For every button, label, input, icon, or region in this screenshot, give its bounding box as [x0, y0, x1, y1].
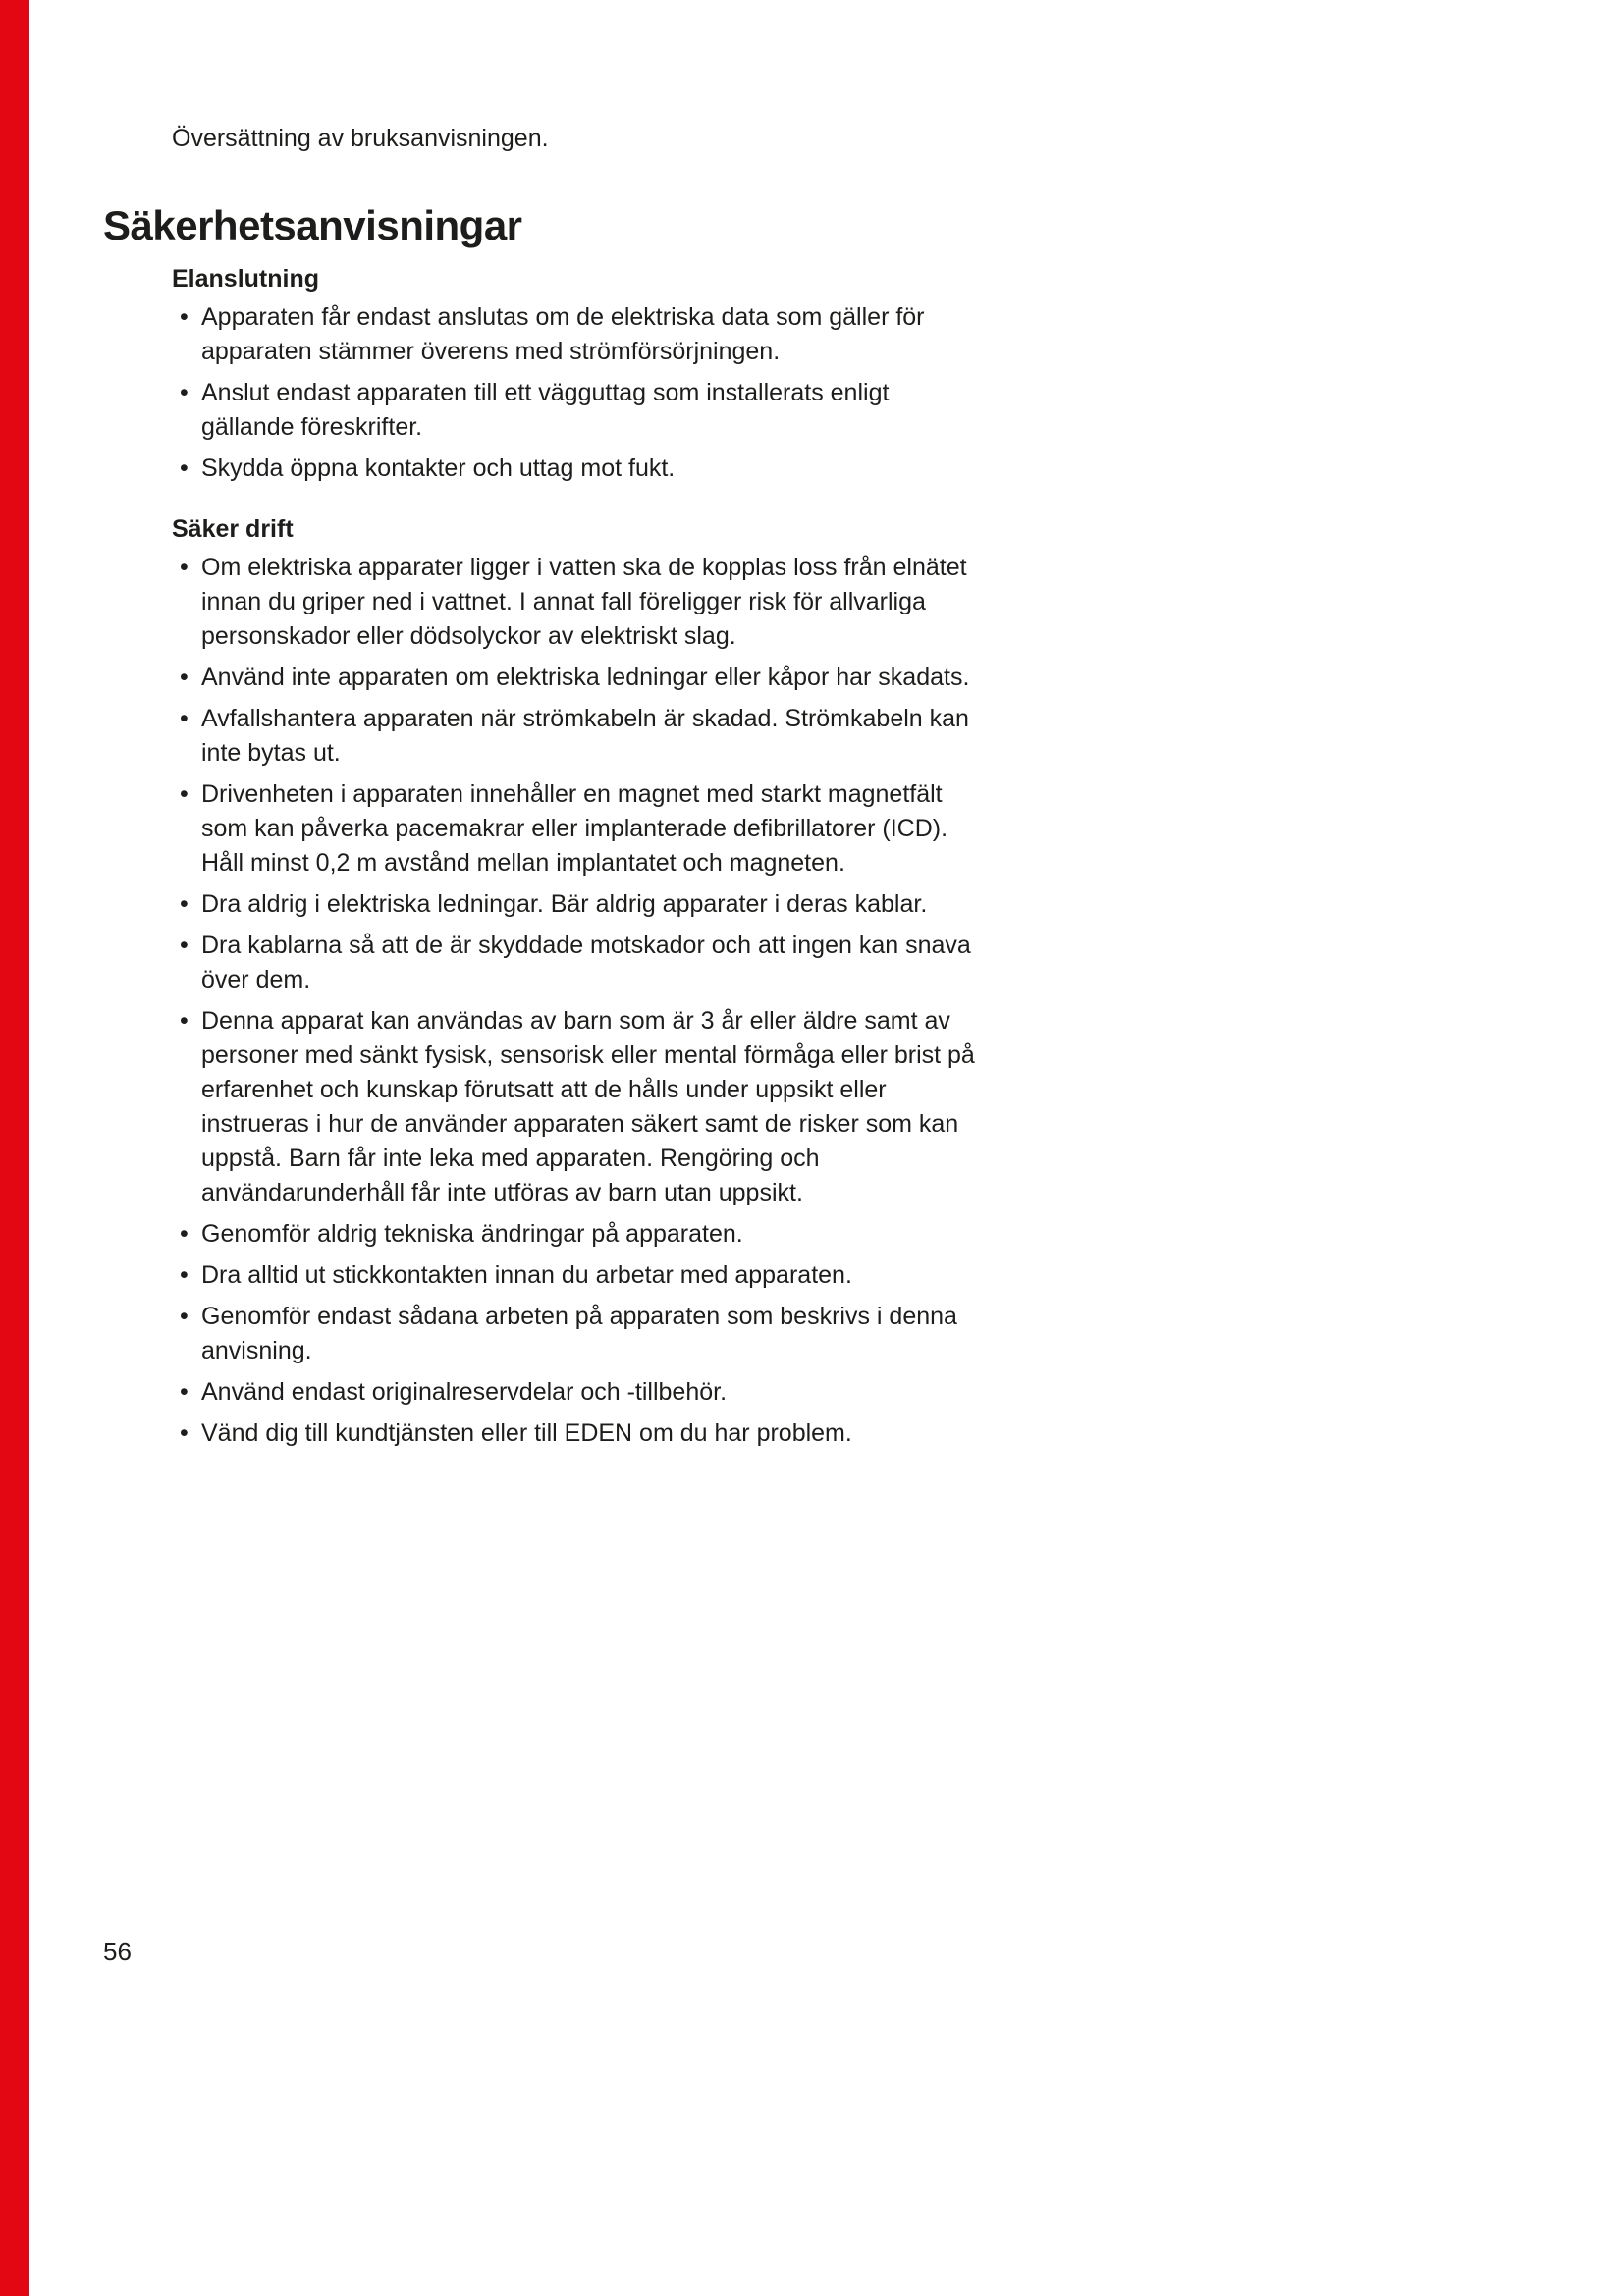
bullet-item: • Dra kablarna så att de är skyddade motskador och att ingen kan snava över dem.	[172, 929, 977, 997]
bullet-item: • Använd endast originalreservdelar och -tillbehör.	[172, 1375, 977, 1410]
section-elanslutning	[172, 263, 1624, 486]
bullet-item: • Genomför aldrig tekniska ändringar på apparaten.	[172, 1217, 977, 1252]
bullet-list	[172, 300, 1624, 486]
bullet-item: • Anslut endast apparaten till ett vägguttag som installerats enligt gällande föreskrifter.	[172, 376, 977, 445]
bullet-item: • Genomför endast sådana arbeten på apparaten som beskrivs i denna anvisning.	[172, 1300, 977, 1368]
section-heading: Säker drift	[172, 515, 294, 543]
bullet-item: • Denna apparat kan användas av barn som är 3 år eller äldre samt av personer med sänkt fysisk, sensorisk eller mental förmåga eller brist på erfarenhet och kunskap förutsatt att de hålls under uppsikt eller instrueras i hur de använder apparaten säkert samt de risker som kan uppstå. Barn får inte leka med apparaten. Rengöring och användarunderhåll får inte utföras av barn utan uppsikt.	[172, 1004, 977, 1210]
translation-note: Översättning av bruksanvisningen.	[172, 125, 549, 152]
bullet-item: • Avfallshantera apparaten när strömkabeln är skadad. Strömkabeln kan inte bytas ut.	[172, 702, 977, 771]
bullet-item: • Använd inte apparaten om elektriska ledningar eller kåpor har skadats.	[172, 661, 977, 695]
page-title: Säkerhetsanvisningar	[103, 202, 522, 248]
bullet-item: • Drivenheten i apparaten innehåller en magnet med starkt magnetfält som kan påverka pacemakrar eller implanterade defibrillatorer (ICD). Håll minst 0,2 m avstånd mellan implantatet och magneten.	[172, 777, 977, 881]
bullet-item: • Dra alltid ut stickkontakten innan du arbetar med apparaten.	[172, 1258, 977, 1293]
bullet-item: • Dra aldrig i elektriska ledningar. Bär aldrig apparater i deras kablar.	[172, 887, 977, 922]
bullet-item: • Apparaten får endast anslutas om de elektriska data som gäller för apparaten stämmer överens med strömförsörjningen.	[172, 300, 977, 369]
bullet-item: • Vänd dig till kundtjänsten eller till EDEN om du har problem.	[172, 1416, 977, 1451]
page-number: 56	[103, 1937, 132, 1966]
bullet-item: • Om elektriska apparater ligger i vatten ska de kopplas loss från elnätet innan du griper ned i vattnet. I annat fall föreligger risk för allvarliga personskador eller dödsolyckor av elektriskt slag.	[172, 551, 977, 654]
bullet-item: • Skydda öppna kontakter och uttag mot fukt.	[172, 452, 977, 486]
bullet-list	[172, 551, 1624, 1451]
section-saker-drift	[172, 513, 1624, 1451]
section-heading: Elanslutning	[172, 265, 319, 293]
